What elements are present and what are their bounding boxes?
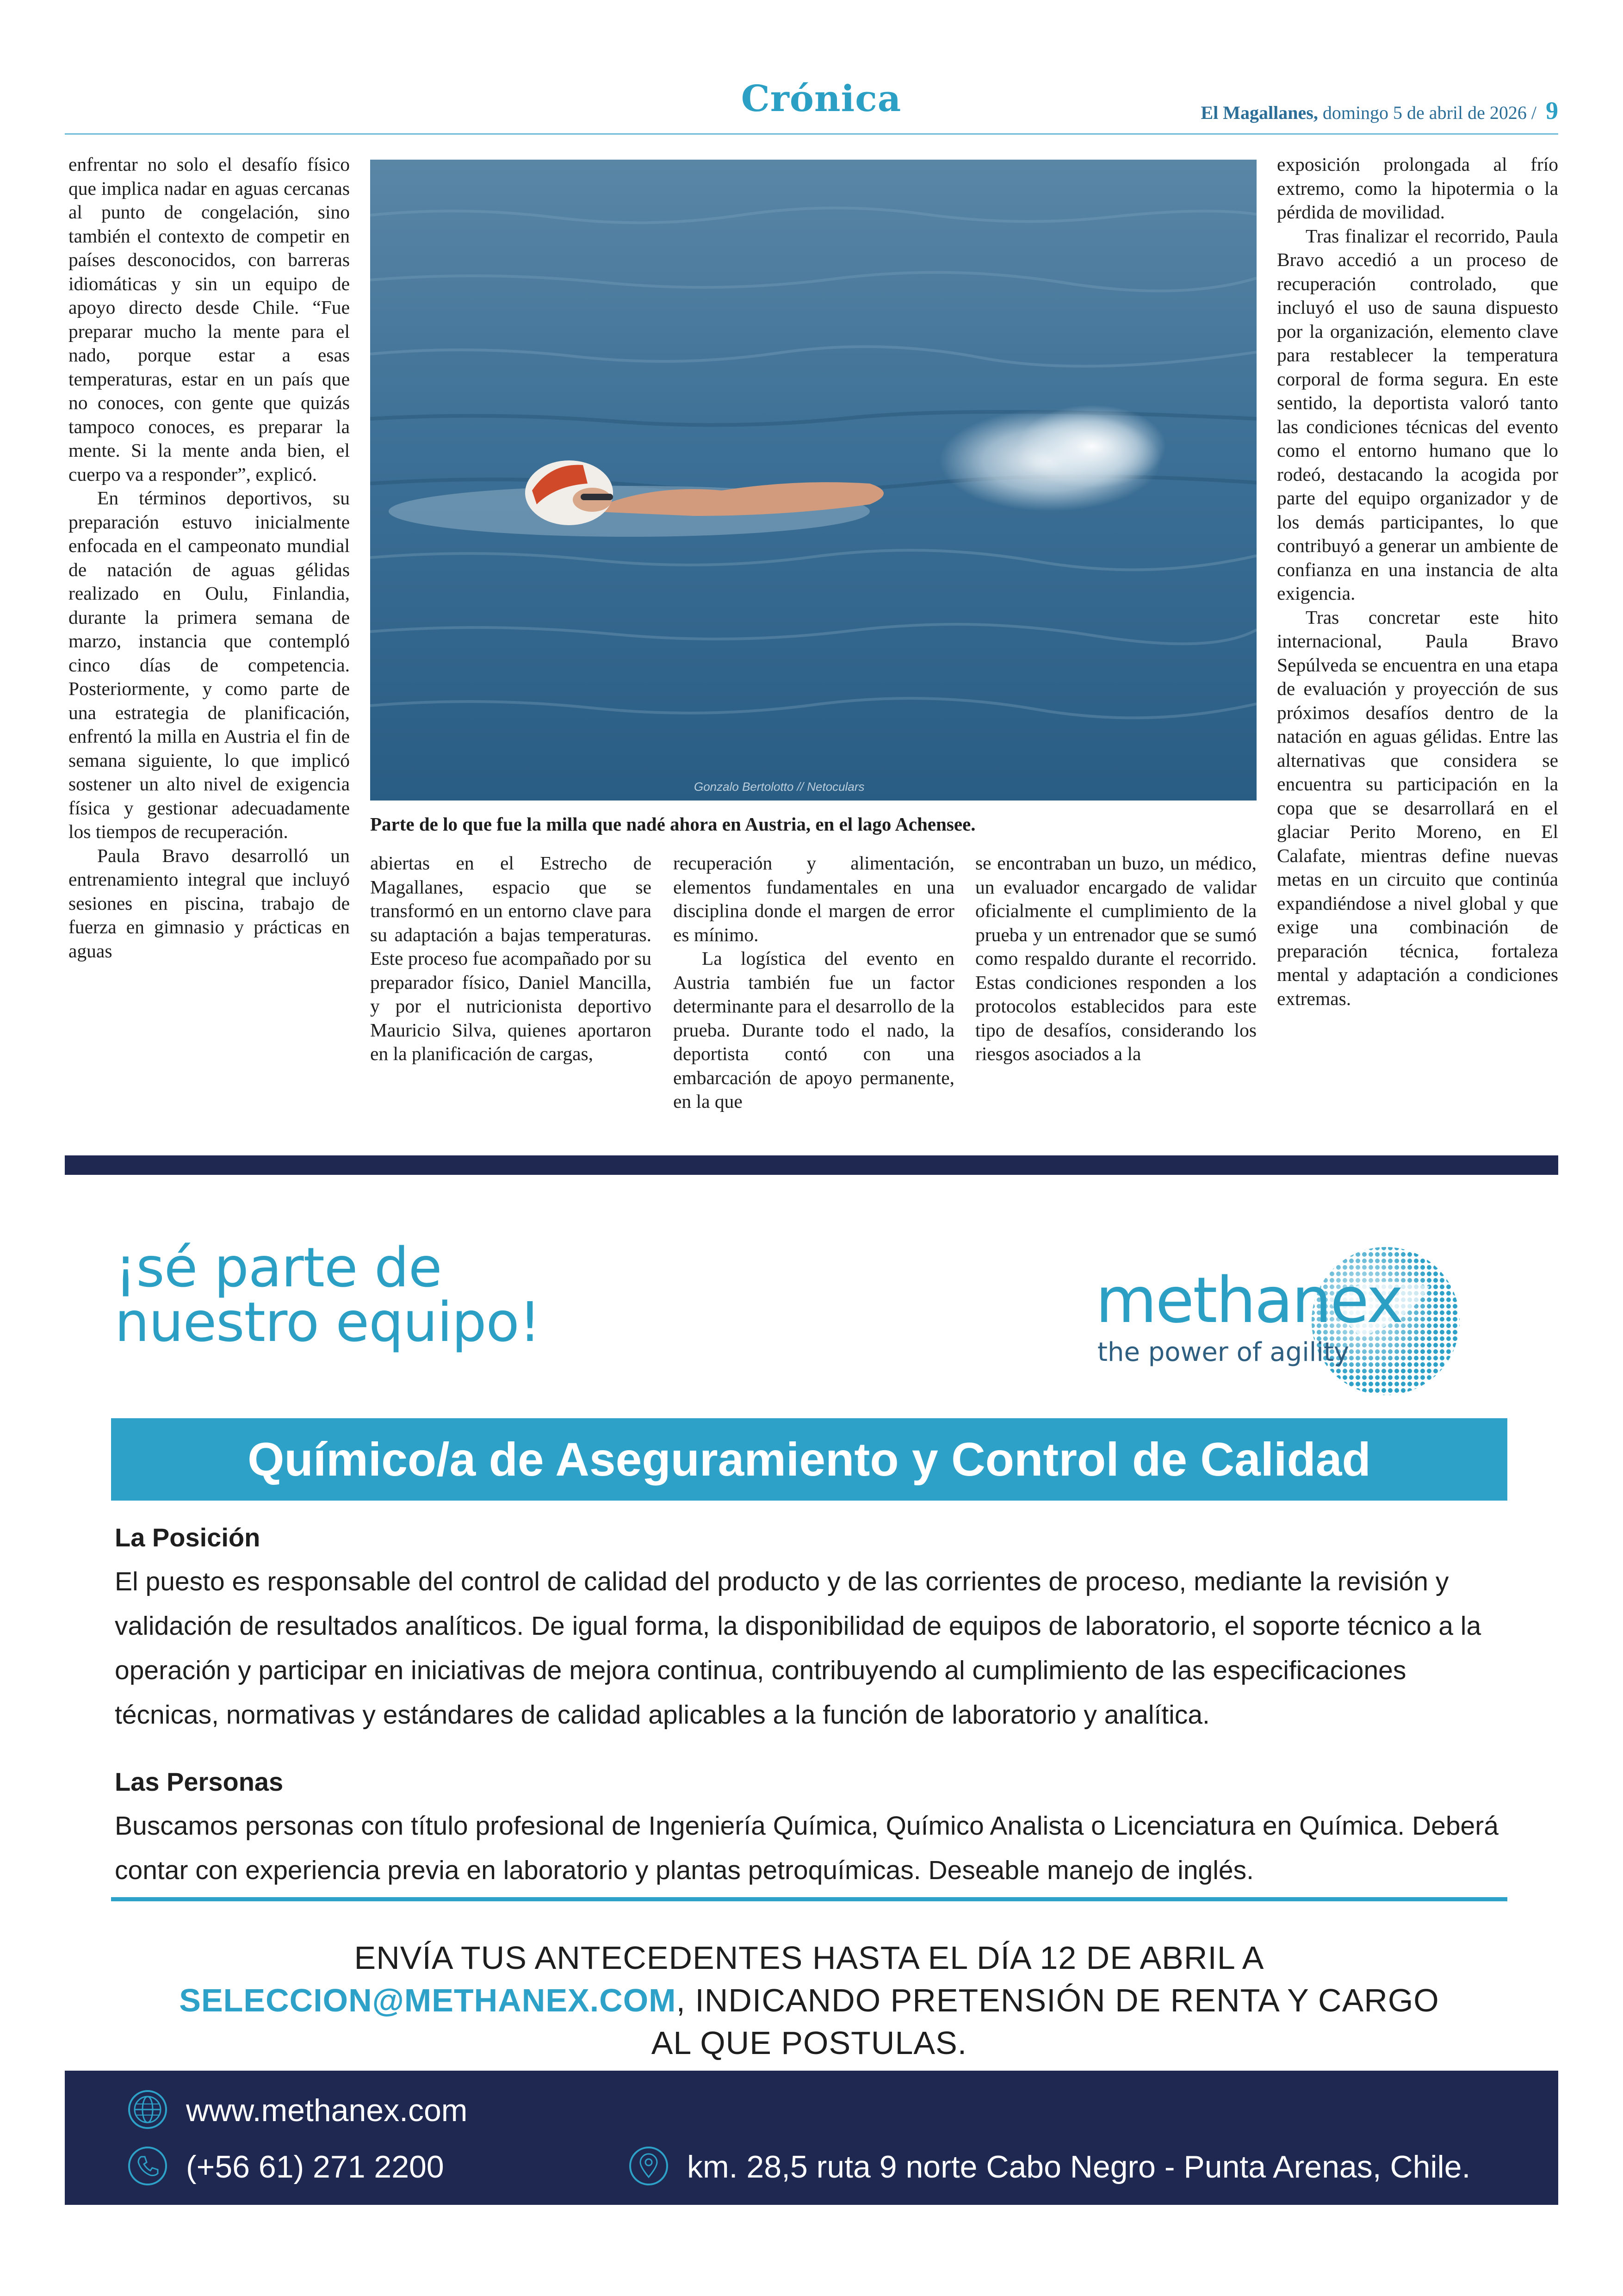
contact-footer bbox=[65, 2071, 1558, 2205]
address: km. 28,5 ruta 9 norte Cabo Negro - Punta Arenas, Chile. bbox=[687, 2149, 1471, 2184]
paragraph: La logística del evento en Austria también fue un factor determinante para el desarrollo de la prueba. Durante todo el nado, la deportista contó con una embarcación de apoyo permanente, en la que bbox=[673, 948, 954, 1112]
ad-divider bbox=[111, 1897, 1507, 1901]
section-title: Crónica bbox=[741, 78, 902, 120]
swimmer-photo-image bbox=[370, 160, 1257, 800]
people-description: Buscamos personas con título profesional de Ingeniería Química, Químico Analista o Licenciatura en Química. Deberá contar con experiencia previa en laboratorio y plantas petroquímicas. Deseable manejo de inglés. bbox=[115, 1811, 1499, 1885]
phone-number[interactable]: (+56 61) 271 2200 bbox=[186, 2149, 444, 2184]
paragraph: Tras finalizar el recorrido, Paula Bravo accedió a un proceso de recuperación controlado, que incluyó el uso de sauna dispuesto por la organización, elemento clave para restablecer la temperatura corporal de forma segura. En este sentido, la deportista valoró tanto las condiciones técnicas del evento como el entorno humano que lo rodeó, destacando la acogida por parte del equipo organizador y de los demás participantes, lo que contribuyó a generar un ambiente de confianza en una instancia de alta exigencia. bbox=[1277, 225, 1558, 604]
paragraph: abiertas en el Estrecho de Magallanes, espacio que se transformó en un entorno clave para su adaptación a bajas temperaturas. Este proceso fue acompañado por su preparador físico, Daniel Mancilla, y por el nutricionista deportivo Mauricio Silva, quienes aportaron en la planificación de cargas, bbox=[370, 852, 651, 1064]
issue-date: domingo 5 de abril de 2026 bbox=[1322, 102, 1527, 123]
dateline-separator: / bbox=[1531, 102, 1536, 123]
paragraph: se encontraban un buzo, un médico, un evaluador encargado de validar oficialmente el cumplimiento de la prueba y un entrenador que se sumó como respaldo durante el recorrido. Estas condiciones responden a los protocolos establecidos para este tipo de desafíos, considerando los riesgos asociados a la bbox=[975, 852, 1257, 1064]
photo-caption: Parte de lo que fue la milla que nadé ahora en Austria, en el lago Achensee. bbox=[370, 813, 976, 835]
methanex-logo-tagline: the power of agility bbox=[1097, 1337, 1350, 1367]
article-column-3 bbox=[673, 851, 954, 1129]
cta-line: AL QUE POSTULAS. bbox=[651, 2025, 967, 2061]
cta-line bbox=[111, 1979, 1507, 2022]
article-column-2 bbox=[370, 851, 651, 1129]
application-email-link[interactable]: SELECCION@METHANEX.COM bbox=[179, 1982, 676, 2018]
cta-line: ENVÍA TUS ANTECEDENTES HASTA EL DÍA 12 DE ABRIL A bbox=[354, 1940, 1264, 1976]
paragraph: exposición prolongada al frío extremo, como la hipotermia o la pérdida de movilidad. bbox=[1277, 154, 1558, 223]
ad-slogan-line: nuestro equipo! bbox=[115, 1290, 541, 1354]
article-column-5 bbox=[1277, 153, 1558, 1129]
globe-icon bbox=[127, 2089, 168, 2130]
location-pin-icon bbox=[628, 2146, 669, 2186]
paragraph: En términos deportivos, su preparación estuvo inicialmente enfocada en el campeonato mundial de natación de aguas gélidas realizado en Oulu, Finlandia, durante la primera semana de marzo, instancia que contempló cinco días de competencia. Posteriormente, y como parte de una estrategia de planificación, enfrentó la milla en Austria el fin de semana siguiente, lo que implicó sostener un alto nivel de exigencia física y gestionar adecuadamente los tiempos de recuperación. bbox=[68, 487, 350, 842]
position-heading: La Posición bbox=[115, 1523, 260, 1552]
photo-credit: Gonzalo Bertolotto // Netoculars bbox=[694, 780, 865, 794]
page-number: 9 bbox=[1546, 97, 1558, 124]
application-instructions bbox=[111, 1936, 1507, 2064]
paragraph: Paula Bravo desarrolló un entrenamiento integral que incluyó sesiones en piscina, trabajo de fuerza en gimnasio y prácticas en aguas bbox=[68, 844, 350, 962]
cta-text: , INDICANDO PRETENSIÓN DE RENTA Y CARGO bbox=[676, 1982, 1439, 2018]
position-description: El puesto es responsable del control de calidad del producto y de las corrientes de proceso, mediante la revisión y validación de resultados analíticos. De igual forma, la disponibilidad de equipos de laboratorio, el soporte técnico a la operación y participar en iniciativas de mejora continua, contribuyendo al cumplimiento de las especificaciones técnicas, normativas y estándares de calidad aplicables a la función de laboratorio y analítica. bbox=[115, 1567, 1481, 1730]
dateline bbox=[1201, 96, 1558, 125]
article-column-4 bbox=[975, 851, 1257, 1129]
swimmer-photo bbox=[370, 160, 1257, 800]
newspaper-name: El Magallanes, bbox=[1201, 102, 1318, 123]
website-link[interactable]: www.methanex.com bbox=[186, 2093, 468, 2128]
paragraph: recuperación y alimentación, elementos fundamentales en una disciplina donde el margen de error es mínimo. bbox=[673, 852, 954, 945]
article-column-1 bbox=[68, 153, 350, 1129]
header-rule bbox=[65, 133, 1558, 135]
methanex-logo-wordmark: methanex bbox=[1096, 1264, 1402, 1337]
ad-separator-bar bbox=[65, 1155, 1558, 1175]
people-heading: Las Personas bbox=[115, 1767, 284, 1796]
paragraph: enfrentar no solo el desafío físico que implica nadar en aguas cercanas al punto de congelación, sino también el contexto de competir en países desconocidos, con barreras idiomáticas y sin un equipo de apoyo directo desde Chile. “Fue preparar mucho la mente para el nado, porque estar a esas temperaturas, estar en un país que no conoces, con gente que quizás tampoco conoces, es preparar la mente. Si la mente anda bien, el cuerpo va a responder”, explicó. bbox=[68, 154, 350, 485]
paragraph: Tras concretar este hito internacional, Paula Bravo Sepúlveda se encuentra en una etapa de evaluación y proyección de sus próximos desafíos dentro de la natación en aguas gélidas. Entre las alternativas que considera se encuentra su participación en la copa que se desarrollará en el glaciar Perito Moreno, en El Calafate, mientras define nuevas metas en un circuito que continúa expandiéndose a nivel global y que exige una combinación de preparación técnica, fortaleza mental y adaptación a condiciones extremas. bbox=[1277, 606, 1558, 1009]
ad-slogan bbox=[115, 1235, 577, 1354]
job-title-banner: Químico/a de Aseguramiento y Control de Calidad bbox=[111, 1418, 1507, 1501]
ad-slogan-line: ¡sé parte de bbox=[115, 1235, 442, 1299]
phone-icon bbox=[127, 2146, 168, 2186]
